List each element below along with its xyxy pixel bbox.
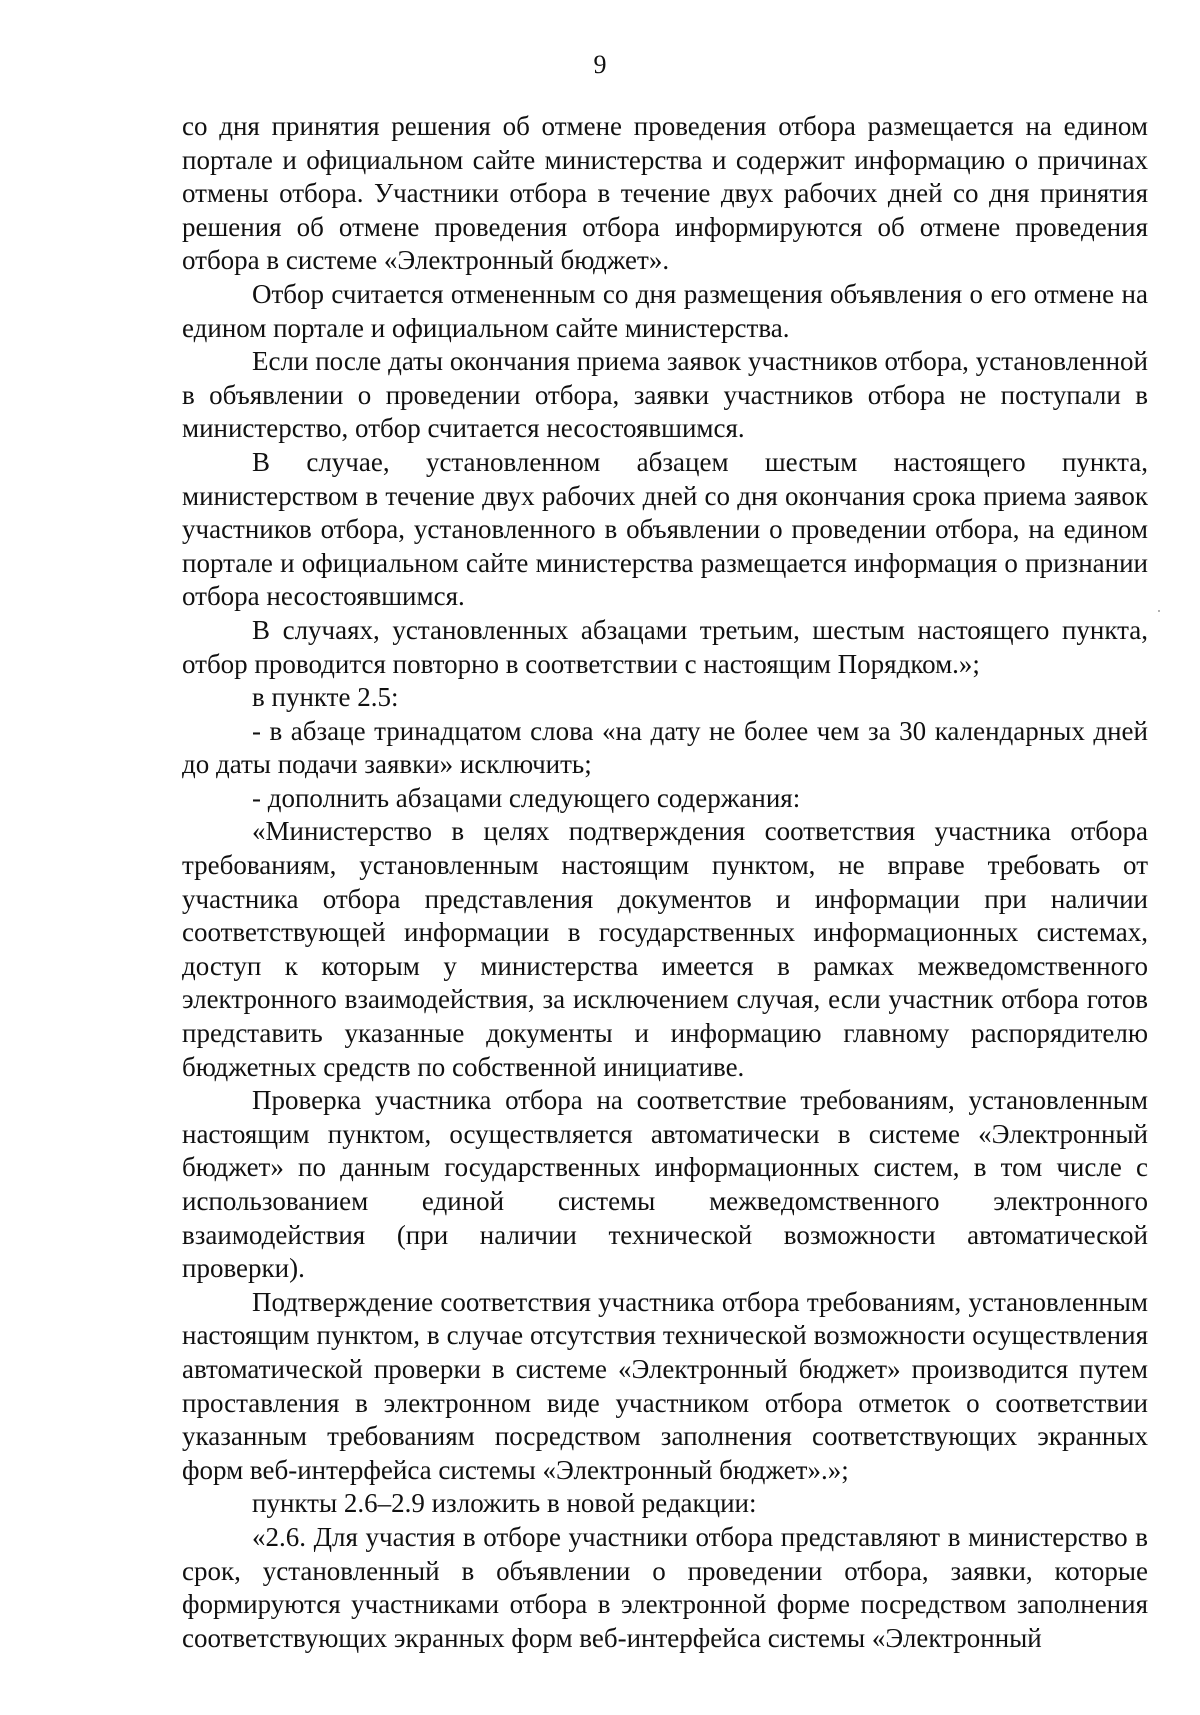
- paragraph: Если после даты окончания приема заявок участников отбора, установленной в объявлении о проведении отбора, заявки участников отбора не поступали в министерство, отбор считается несостоявшимся.: [182, 346, 1148, 444]
- paragraph-continuation: со дня принятия решения об отмене проведения отбора размещается на едином портале и официальном сайте министерства и содержит информацию о причинах отмены отбора. Участники отбора в течение двух рабочих дней со дня принятия решения об отмене проведения отбора информируются об отмене проведения отбора в системе «Электронный бюджет».: [182, 111, 1148, 276]
- paragraph: Подтверждение соответствия участника отбора требованиям, установленным настоящим пунктом, в случае отсутствия технической возможности осуществления автоматической проверки в системе «Электронный бюджет» производится путем проставления в электронном виде участником отбора отметок о соответствии указанным требованиям посредством заполнения соответствующих экранных форм веб-интерфейса системы «Электронный бюджет».»;: [182, 1286, 1148, 1485]
- paragraph: - в абзаце тринадцатом слова «на дату не более чем за 30 календарных дней до даты подачи заявки» исключить;: [182, 715, 1148, 780]
- document-body: [182, 110, 1148, 1655]
- paragraph: в пункте 2.5:: [252, 682, 399, 713]
- paragraph: - дополнить абзацами следующего содержания:: [252, 782, 801, 813]
- page-number: 9: [593, 50, 607, 79]
- paragraph: Проверка участника отбора на соответствие требованиям, установленным настоящим пунктом, осуществляется автоматически в системе «Электронный бюджет» по данным государственных информационных систем, в том числе с использованием единой системы межведомственного электронного взаимодействия (при наличии технической возможности автоматической проверки).: [182, 1085, 1148, 1284]
- paragraph: В случае, установленном абзацем шестым настоящего пункта, министерством в течение двух рабочих дней со дня окончания срока приема заявок участников отбора, установленного в объявлении о проведении отбора, на едином портале и официальном сайте министерства размещается информация о признании отбора несостоявшимся.: [182, 446, 1148, 612]
- paragraph: пункты 2.6–2.9 изложить в новой редакции:: [252, 1488, 757, 1519]
- paragraph: «Министерство в целях подтверждения соответствия участника отбора требованиям, установленным настоящим пунктом, не вправе требовать от участника отбора представления документов и информации при наличии соответствующей информации в государственных информационных системах, доступ к которым у министерства имеется в рамках межведомственного электронного взаимодействия, за исключением случая, если участник отбора готов представить указанные документы и информацию главному распорядителю бюджетных средств по собственной инициативе.: [182, 816, 1148, 1082]
- paragraph: Отбор считается отмененным со дня размещения объявления о его отмене на едином портале и официальном сайте министерства.: [182, 278, 1148, 343]
- paragraph: «2.6. Для участия в отборе участники отбора представляют в министерство в срок, установленный в объявлении о проведении отбора, заявки, которые формируются участниками отбора в электронной форме посредством заполнения соответствующих экранных форм веб-интерфейса системы «Электронный: [182, 1521, 1148, 1653]
- scan-artifact: [1158, 610, 1160, 612]
- paragraph: В случаях, установленных абзацами третьим, шестым настоящего пункта, отбор проводится повторно в соответствии с настоящим Порядком.»;: [182, 614, 1148, 679]
